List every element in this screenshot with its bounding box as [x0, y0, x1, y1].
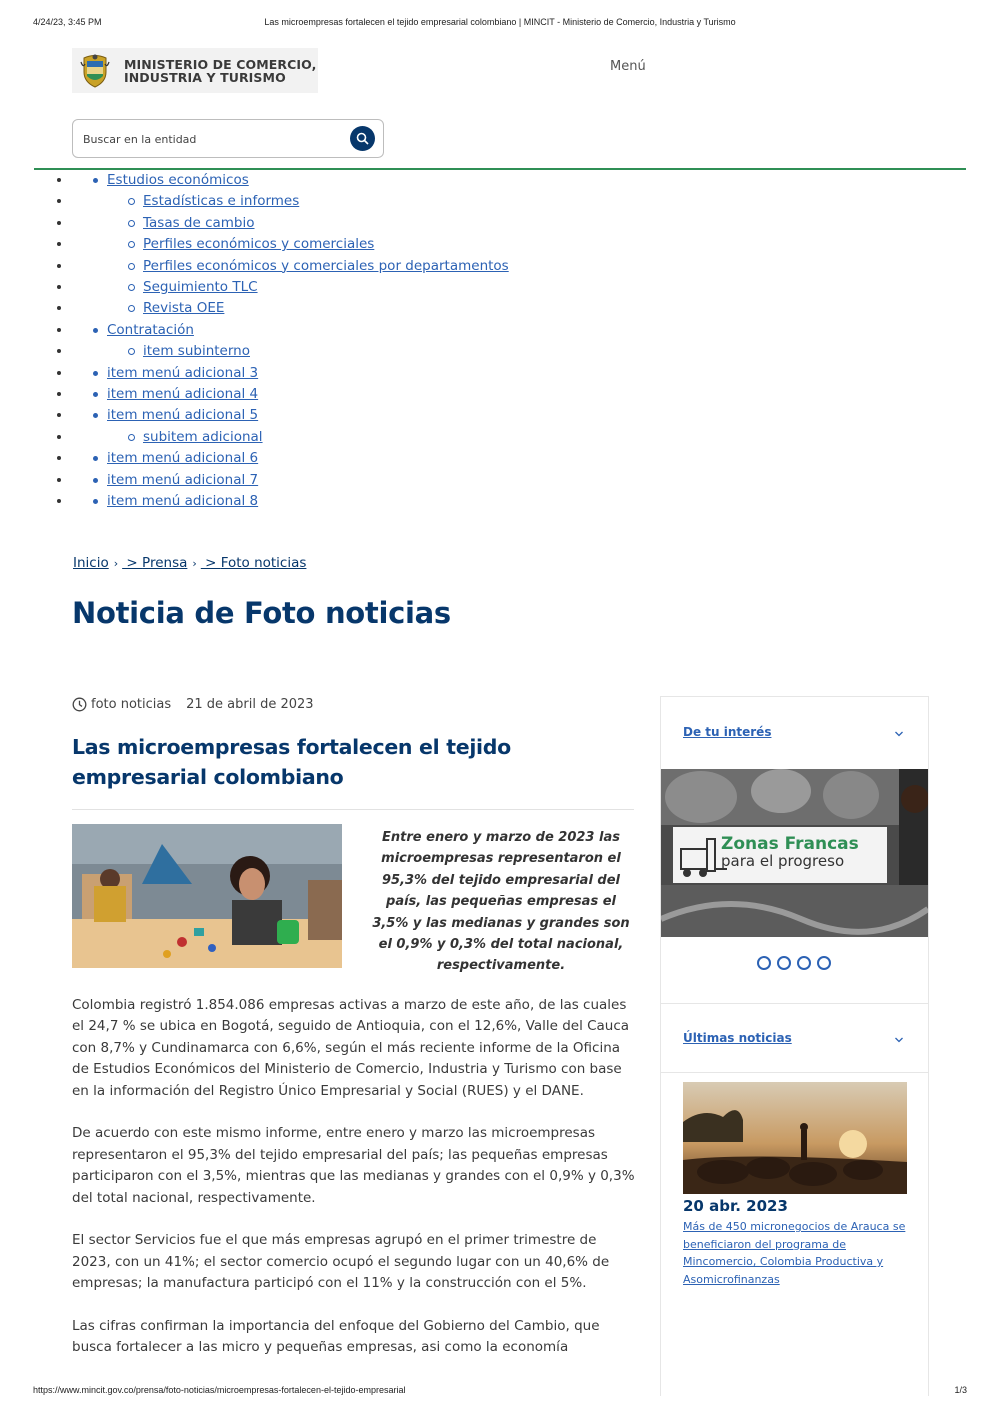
- breadcrumb-separator-icon: ›: [113, 556, 119, 570]
- submenu-link-estadisticas[interactable]: Estadísticas e informes: [143, 193, 300, 210]
- news-photo[interactable]: [683, 1082, 907, 1194]
- carousel-dot[interactable]: [797, 956, 811, 970]
- menu-item-adicional-8: [72, 491, 509, 512]
- breadcrumb-prensa[interactable]: [122, 555, 187, 571]
- menu-item-contratacion: [72, 320, 509, 341]
- menu-item-estudios: [72, 170, 509, 191]
- menu-item-adicional-7: [72, 470, 509, 491]
- breadcrumb-home[interactable]: Inicio: [73, 555, 109, 571]
- ultimas-noticias-toggle[interactable]: Últimas noticias: [683, 1031, 792, 1045]
- menu-link-adicional-4[interactable]: item menú adicional 4: [107, 386, 259, 403]
- submenu-link-tlc[interactable]: Seguimiento TLC: [143, 279, 258, 296]
- menu-link-estudios[interactable]: Estudios económicos: [107, 172, 249, 188]
- clock-icon: [72, 697, 87, 712]
- search-icon: [356, 132, 369, 145]
- sidebar: [660, 696, 929, 1396]
- carousel-dot[interactable]: [757, 956, 771, 970]
- submenu-link-revista[interactable]: Revista OEE: [143, 300, 225, 317]
- menu-link-contratacion[interactable]: Contratación: [107, 321, 194, 338]
- submenu-item-subitem: [72, 427, 509, 448]
- search-input[interactable]: [83, 129, 343, 149]
- main-menu-list: [72, 170, 509, 513]
- search-bar: [72, 119, 384, 158]
- article-meta: [72, 697, 314, 712]
- article-paragraph-4: Las cifras confirman la importancia del enfoque del Gobierno del Cambio, que busca fortalecer a las micro y pequeñas empresas, asi como la economía: [72, 1318, 600, 1356]
- article-title: Las microempresas fortalecen el tejido empresarial colombiano: [72, 735, 511, 789]
- coat-of-arms-icon: [80, 54, 110, 88]
- logo-text: [124, 58, 316, 84]
- print-page-title: Las microempresas fortalecen el tejido empresarial colombiano | MINCIT - Ministerio de Comercio, Industria y Turismo: [264, 17, 736, 27]
- carousel-dots: [757, 956, 837, 970]
- chevron-down-icon[interactable]: [894, 1035, 904, 1045]
- logo-line-2: INDUSTRIA Y TURISMO: [124, 69, 286, 85]
- menu-item-adicional-6: [72, 448, 509, 469]
- sidebar-divider: [661, 1072, 928, 1073]
- article-photo: [72, 824, 342, 968]
- submenu-item-estadisticas: [72, 191, 509, 212]
- print-header: [33, 17, 967, 31]
- breadcrumb-separator-icon: ›: [192, 556, 197, 570]
- breadcrumb-prensa-label: Prensa: [142, 555, 188, 571]
- sidebar-divider: [661, 1003, 928, 1004]
- menu-button[interactable]: Menú: [610, 59, 646, 74]
- submenu-item-tasas: [72, 213, 509, 234]
- chevron-right-icon: >: [200, 555, 221, 571]
- menu-link-adicional-3[interactable]: item menú adicional 3: [107, 364, 259, 381]
- submenu-item-subinterno: [72, 341, 509, 362]
- submenu-item-revista: [72, 298, 509, 319]
- breadcrumb-foto-label: Foto noticias: [220, 555, 307, 571]
- carousel-dot[interactable]: [817, 956, 831, 970]
- carousel-dot[interactable]: [777, 956, 791, 970]
- news-date: 20 abr. 2023: [683, 1197, 788, 1215]
- menu-link-adicional-5[interactable]: item menú adicional 5: [107, 407, 259, 424]
- article-body: [72, 995, 637, 1380]
- print-url: https://www.mincit.gov.co/prensa/foto-noticias/microempresas-fortalecen-el-tejido-empresarial: [33, 1385, 406, 1395]
- breadcrumb-foto-noticias[interactable]: [201, 555, 307, 571]
- de-tu-interes-toggle[interactable]: De tu interés: [683, 725, 772, 739]
- submenu-link-perfiles[interactable]: Perfiles económicos y comerciales: [143, 236, 375, 253]
- ministry-logo[interactable]: [72, 48, 318, 93]
- submenu-item-perfiles-dep: [72, 256, 509, 277]
- search-button[interactable]: [350, 126, 375, 151]
- submenu-link-tasas[interactable]: Tasas de cambio: [143, 214, 255, 231]
- article-category: foto noticias: [91, 697, 172, 712]
- menu-link-adicional-7[interactable]: item menú adicional 7: [107, 471, 259, 488]
- page-title: Noticia de Foto noticias: [72, 596, 451, 630]
- chevron-down-icon[interactable]: [894, 729, 904, 739]
- banner-title: Zonas Francas: [721, 834, 859, 854]
- print-footer: [33, 1385, 967, 1399]
- logo-line-1: MINISTERIO DE COMERCIO,: [124, 56, 317, 72]
- chevron-right-icon: >: [122, 555, 143, 571]
- article-lead: Entre enero y marzo de 2023 las microempresas representaron el 95,3% del tejido empresarial del país, las pequeñas empresas el 3,5% y las medianas y grandes son el 0,9% y 0,3% del total nacional, respectivamente.: [372, 830, 630, 974]
- menu-item-adicional-3: [72, 363, 509, 384]
- article-paragraph-3: El sector Servicios fue el que más empresas agrupó en el primer trimestre de 2023, con un 41%; el sector comercio ocupó el segundo lugar con un 40,6% de empresas; la manufactura participó con el 11% y la construcción con el 5%.: [72, 1232, 610, 1292]
- menu-link-adicional-8[interactable]: item menú adicional 8: [107, 493, 259, 510]
- print-datetime: 4/24/23, 3:45 PM: [33, 17, 102, 27]
- menu-item-adicional-5: [72, 405, 509, 426]
- breadcrumb: [73, 555, 306, 571]
- article-date: 21 de abril de 2023: [186, 697, 314, 712]
- article-paragraph-1: Colombia registró 1.854.086 empresas activas a marzo de este año, de las cuales el 24,7 % se ubica en Bogotá, seguido de Antioquia, con el 12,6%, Valle del Cauca con 8,7% y Cundinamarca con 6,6%, según el más reciente informe de la Oficina de Estudios Económicos del Ministerio de Comercio, Industria y Turismo con base en la información del Registro Único Empresarial y Social (RUES) y el DANE.: [72, 997, 630, 1099]
- print-page-number: 1/3: [954, 1385, 967, 1395]
- submenu-link-subitem[interactable]: subitem adicional: [143, 428, 263, 445]
- menu-item-adicional-4: [72, 384, 509, 405]
- submenu-link-perfiles-dep[interactable]: Perfiles económicos y comerciales por departamentos: [143, 257, 509, 274]
- zonas-francas-banner[interactable]: [661, 769, 928, 937]
- submenu-item-tlc: [72, 277, 509, 298]
- submenu-item-perfiles: [72, 234, 509, 255]
- menu-link-adicional-6[interactable]: item menú adicional 6: [107, 450, 259, 467]
- news-title-link[interactable]: Más de 450 micronegocios de Arauca se beneficiaron del programa de Mincomercio, Colombia Productiva y Asomicrofinanzas: [683, 1220, 906, 1286]
- banner-subtitle: para el progreso: [721, 852, 845, 870]
- submenu-link-subinterno[interactable]: item subinterno: [143, 343, 250, 360]
- article-divider: [72, 809, 634, 810]
- article-paragraph-2: De acuerdo con este mismo informe, entre enero y marzo las microempresas representaron el 95,3% del tejido empresarial del país; las pequeñas empresas participaron con el 3,5%, mientras que las medianas y grandes con el 0,9% y 0,3% del total nacional, respectivamente.: [72, 1125, 635, 1206]
